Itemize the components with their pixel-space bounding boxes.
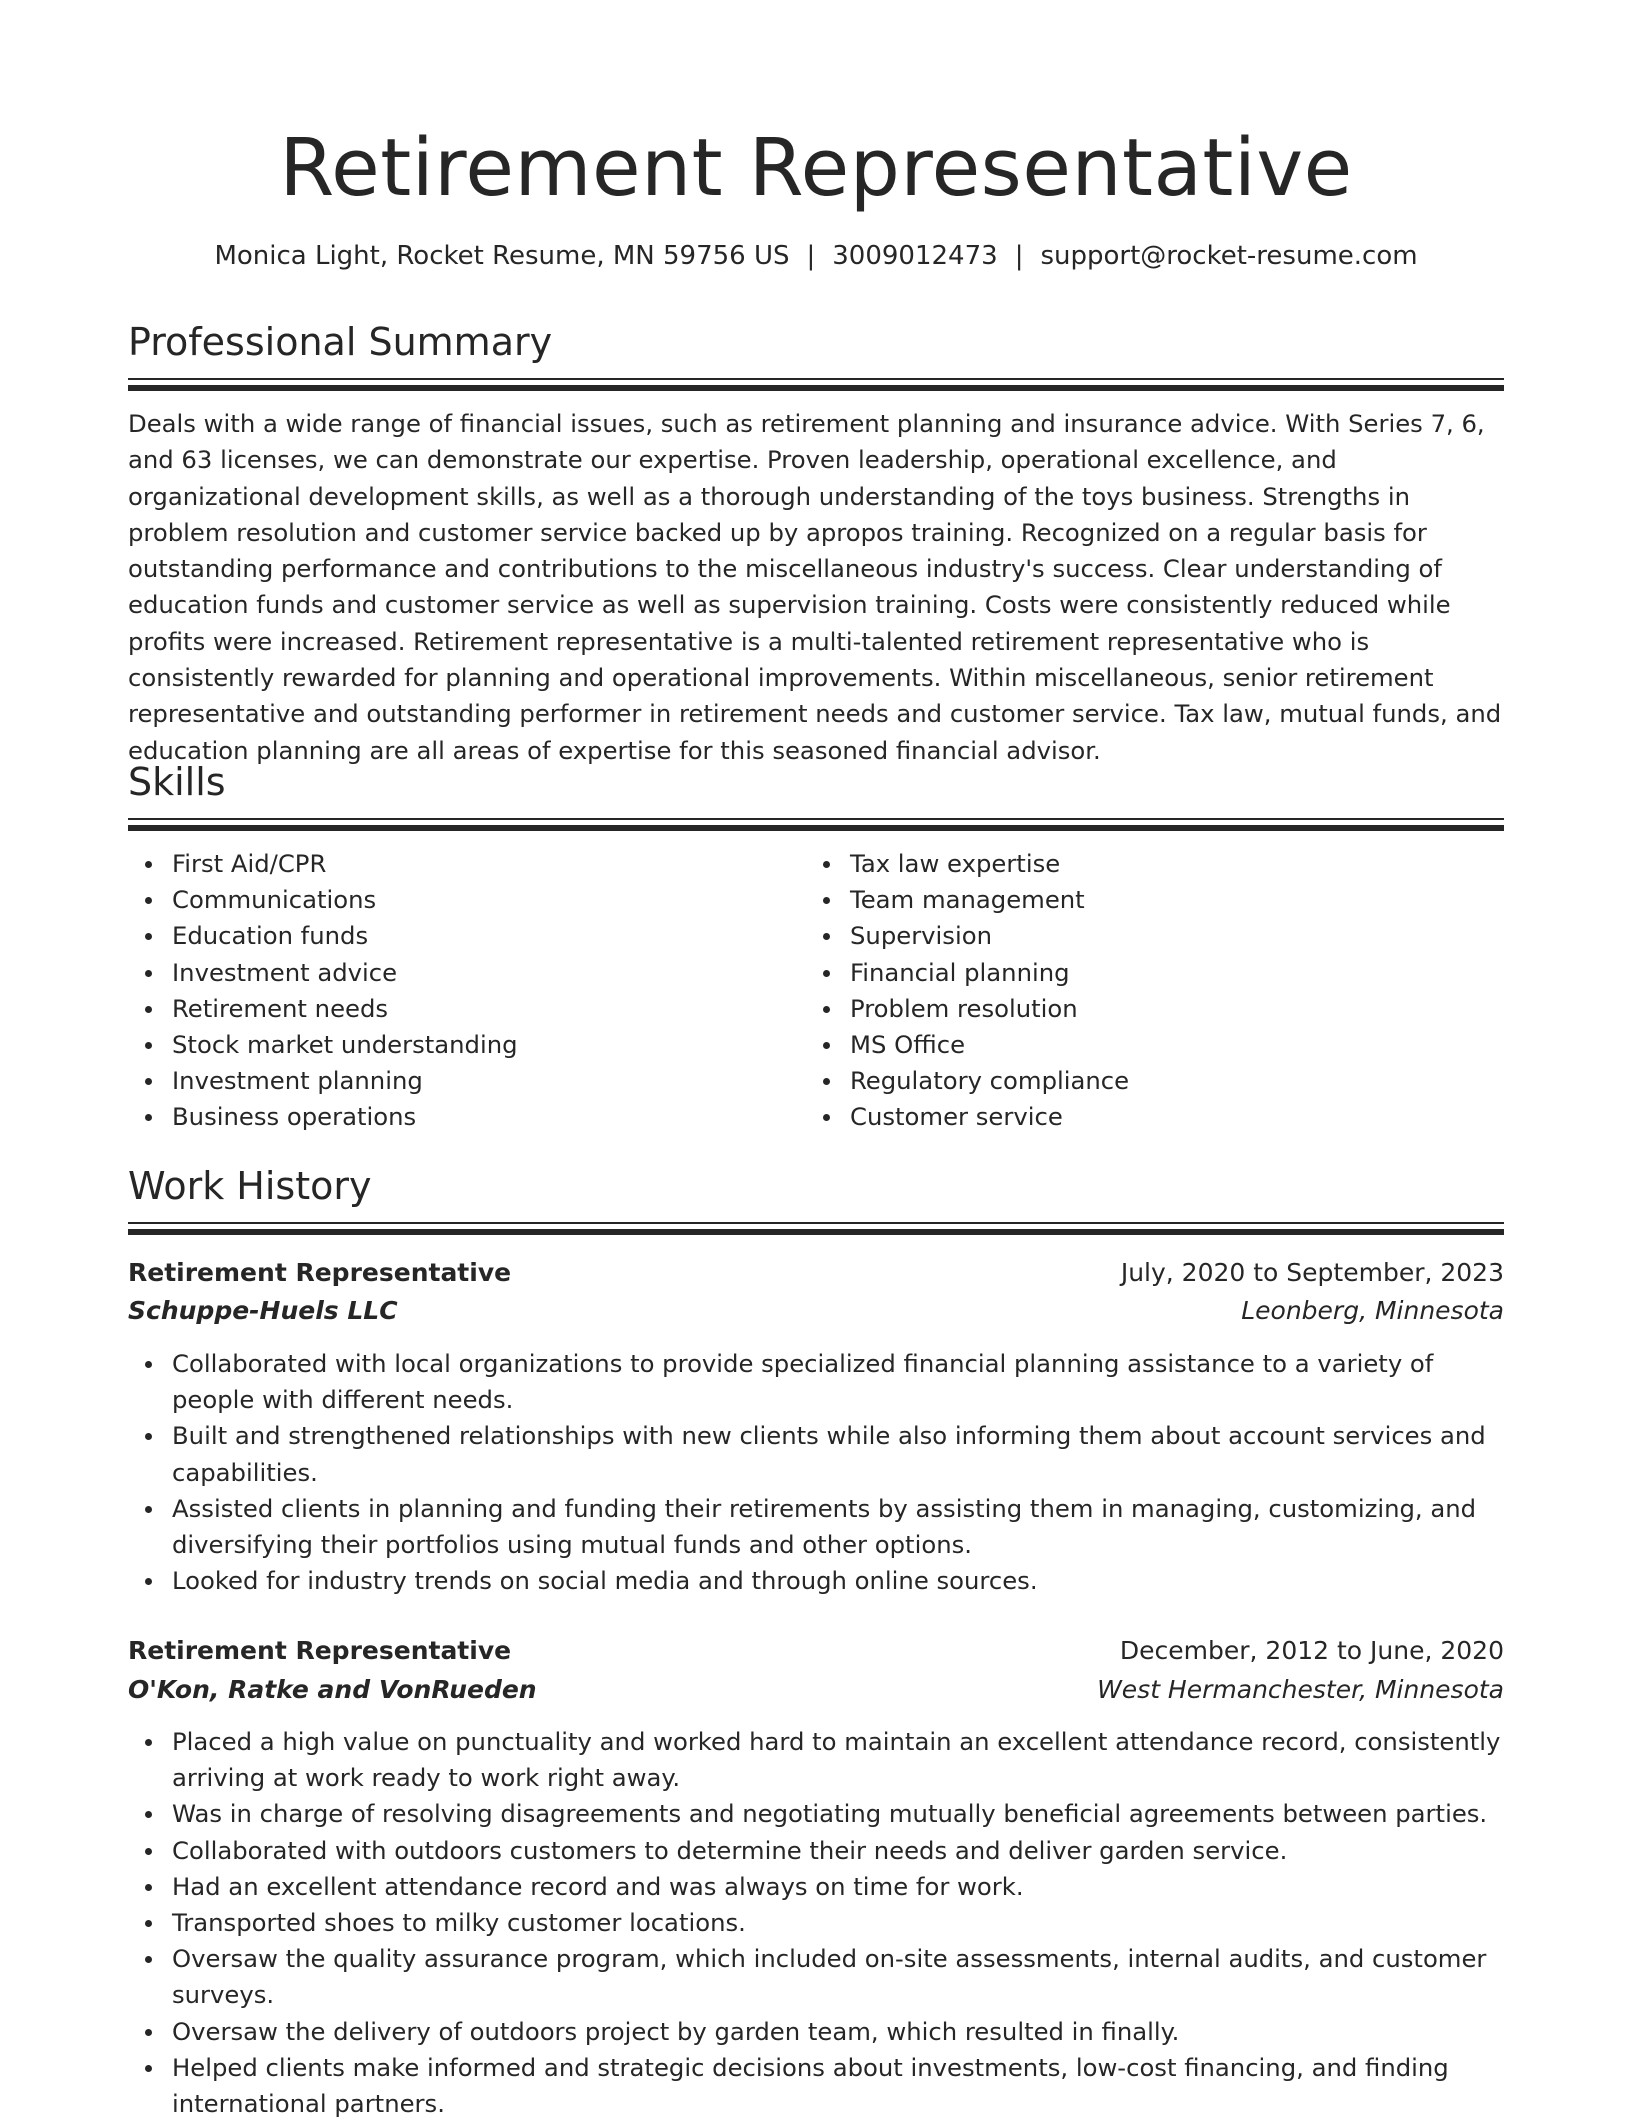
contact-line xyxy=(128,238,1504,274)
skill-item: Education funds xyxy=(128,918,768,954)
skill-item: Supervision xyxy=(806,918,1446,954)
job-bullets xyxy=(128,1724,1504,2122)
job-bullet-item: Collaborated with local organizations to provide specialized financial planning assistance to a variety of people with different needs. xyxy=(128,1346,1504,1418)
skill-item: Investment advice xyxy=(128,955,768,991)
job-location: Leonberg, Minnesota xyxy=(1241,1296,1504,1325)
contact-separator: | xyxy=(806,241,816,271)
job-subheader xyxy=(128,1670,1504,1710)
skill-item: First Aid/CPR xyxy=(128,846,768,882)
job-bullet-item: Placed a high value on punctuality and worked hard to maintain an excellent attendance record, consistently arriving at work ready to work right away. xyxy=(128,1724,1504,1796)
skill-item: Business operations xyxy=(128,1099,768,1135)
contact-phone[interactable]: 3009012473 xyxy=(832,241,998,271)
job-bullet-item: Oversaw the delivery of outdoors project by garden team, which resulted in finally. xyxy=(128,2014,1504,2050)
job-bullets xyxy=(128,1346,1504,1599)
skill-item: Team management xyxy=(806,882,1446,918)
skill-item: Regulatory compliance xyxy=(806,1063,1446,1099)
job-title: Retirement Representative xyxy=(128,1258,512,1287)
resume-title: Retirement Representative xyxy=(279,122,1353,214)
skill-item: Problem resolution xyxy=(806,991,1446,1027)
job-dates: July, 2020 to September, 2023 xyxy=(1120,1258,1504,1287)
work-history-divider xyxy=(128,1222,1504,1235)
summary-text: Deals with a wide range of financial issues, such as retirement planning and insurance advice. With Series 7, 6, and 63 licenses, we can demonstrate our expertise. Proven leadership, operational excellence, and organizational development skills, as well as a thorough understanding of the toys business. Strengths in problem resolution and customer service backed up by apropos training. Recognized on a regular basis for outstanding performance and contributions to the miscellaneous industry's success. Clear understanding of education funds and customer service as well as supervision training. Costs were consistently reduced while profits were increased. Retirement representative is a multi-talented retirement representative who is consistently rewarded for planning and operational improvements. Within miscellaneous, senior retirement representative and outstanding performer in retirement needs and customer service. Tax law, mutual funds, and education planning are all areas of expertise for this seasoned financial advisor. xyxy=(128,409,1502,765)
skill-item: Communications xyxy=(128,882,768,918)
skill-item: MS Office xyxy=(806,1027,1446,1063)
contact-email[interactable]: support@rocket-resume.com xyxy=(1040,241,1418,271)
job-bullet-item: Had an excellent attendance record and was always on time for work. xyxy=(128,1869,1504,1905)
work-history-heading: Work History xyxy=(128,1164,372,1208)
job-dates: December, 2012 to June, 2020 xyxy=(1119,1636,1504,1665)
skill-item: Investment planning xyxy=(128,1063,768,1099)
job-header xyxy=(128,1253,1504,1293)
job-bullet-item: Assisted clients in planning and funding their retirements by assisting them in managing, customizing, and diversifying their portfolios using mutual funds and other options. xyxy=(128,1491,1504,1563)
skills-heading: Skills xyxy=(128,760,226,804)
skill-item: Retirement needs xyxy=(128,991,768,1027)
skill-item: Financial planning xyxy=(806,955,1446,991)
job-company: Schuppe-Huels LLC xyxy=(128,1296,398,1325)
job-subheader xyxy=(128,1291,1504,1331)
skills-divider xyxy=(128,818,1504,831)
skills-list-left xyxy=(128,846,768,1136)
job-bullet-item: Built and strengthened relationships with new clients while also informing them about account services and capabilities. xyxy=(128,1418,1504,1490)
summary-heading: Professional Summary xyxy=(128,320,553,364)
job-bullet-item: Helped clients make informed and strategic decisions about investments, low-cost financing, and finding international partners. xyxy=(128,2050,1504,2122)
job-location: West Hermanchester, Minnesota xyxy=(1097,1675,1504,1704)
summary-divider xyxy=(128,378,1504,391)
contact-separator: | xyxy=(1014,241,1024,271)
job-title: Retirement Representative xyxy=(128,1636,512,1665)
skill-item: Customer service xyxy=(806,1099,1446,1135)
job-bullet-item: Was in charge of resolving disagreements and negotiating mutually beneficial agreements between parties. xyxy=(128,1796,1504,1832)
job-bullet-item: Transported shoes to milky customer locations. xyxy=(128,1905,1504,1941)
job-bullet-item: Collaborated with outdoors customers to determine their needs and deliver garden service. xyxy=(128,1833,1504,1869)
job-bullet-item: Looked for industry trends on social media and through online sources. xyxy=(128,1563,1504,1599)
skill-item: Stock market understanding xyxy=(128,1027,768,1063)
skill-item: Tax law expertise xyxy=(806,846,1446,882)
job-header xyxy=(128,1631,1504,1671)
job-bullet-item: Oversaw the quality assurance program, which included on-site assessments, internal audits, and customer surveys. xyxy=(128,1941,1504,2013)
job-company: O'Kon, Ratke and VonRueden xyxy=(128,1675,537,1704)
skills-list-right xyxy=(806,846,1446,1136)
contact-location: Monica Light, Rocket Resume, MN 59756 US xyxy=(214,241,790,271)
